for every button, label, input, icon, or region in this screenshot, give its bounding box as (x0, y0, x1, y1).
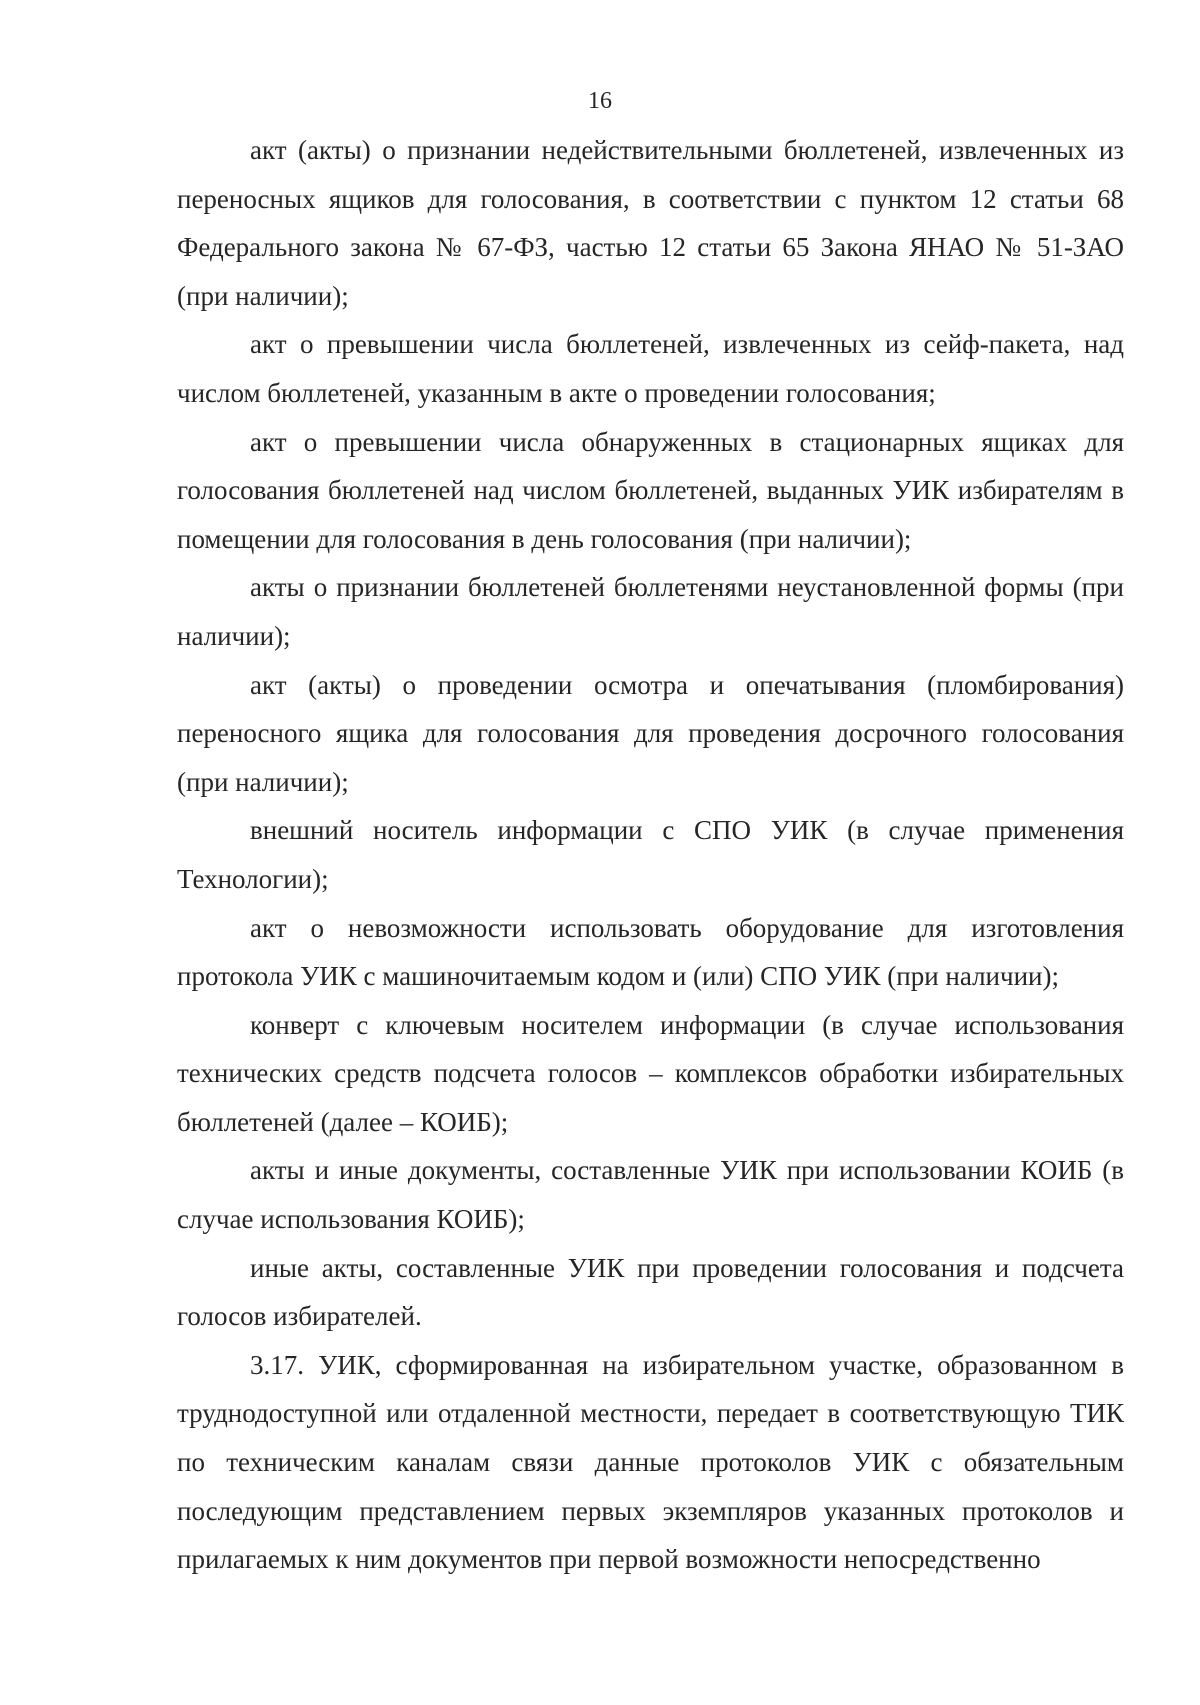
paragraph-section-3-17: 3.17. УИК, сформированная на избирательном участке, образованном в труднодоступной или отдаленной местности, передает в соответствующую ТИК по техническим каналам связи данные протоколов УИК с обязательным последующим представлением первых экземпляров указанных протоколов и прилагаемых к ним документов при первой возможности непосредственно (177, 1349, 1124, 1575)
paragraph-stationary-box-excess-act: акт о превышении числа обнаруженных в стационарных ящиках для голосования бюллетеней над числом бюллетеней, выданных УИК избирателям в помещении для голосования в день голосования (при наличии); (177, 426, 1124, 554)
document-body (177, 126, 1124, 1584)
paragraph-equipment-impossibility-act: акт о невозможности использовать оборудование для изготовления протокола УИК с машиночитаемым кодом и (или) СПО УИК (при наличии); (177, 912, 1124, 992)
paragraph-unestablished-form-act: акты о признании бюллетеней бюллетенями неустановленной формы (при наличии); (177, 572, 1124, 651)
paragraph-portable-box-inspection-act: акт (акты) о проведении осмотра и опечатывания (пломбирования) переносного ящика для голосования для проведения досрочного голосования (при наличии); (177, 669, 1124, 797)
paragraph-external-storage-media: внешний носитель информации с СПО УИК (в случае применения Технологии); (177, 815, 1124, 894)
paragraph-safe-package-excess-act: акт о превышении числа бюллетеней, извлеченных из сейф-пакета, над числом бюллетеней, указанным в акте о проведении голосования; (177, 329, 1124, 408)
paragraph-key-carrier-envelope: конверт с ключевым носителем информации (в случае использования технических средств подсчета голосов – комплексов обработки избирательных бюллетеней (далее – КОИБ); (177, 1009, 1124, 1137)
paragraph-other-acts: иные акты, составленные УИК при проведении голосования и подсчета голосов избирателей. (177, 1252, 1124, 1332)
paragraph-koib-documents: акты и иные документы, составленные УИК при использовании КОИБ (в случае использования КОИБ); (177, 1155, 1124, 1235)
page-number: 16 (588, 88, 612, 114)
paragraph-invalid-ballots-act: акт (акты) о признании недействительными бюллетеней, извлеченных из переносных ящиков для голосования, в соответствии с пунктом 12 статьи 68 Федерального закона № 67-ФЗ, частью 12 статьи 65 Закона ЯНАО № 51-ЗАО (при наличии); (177, 135, 1124, 311)
